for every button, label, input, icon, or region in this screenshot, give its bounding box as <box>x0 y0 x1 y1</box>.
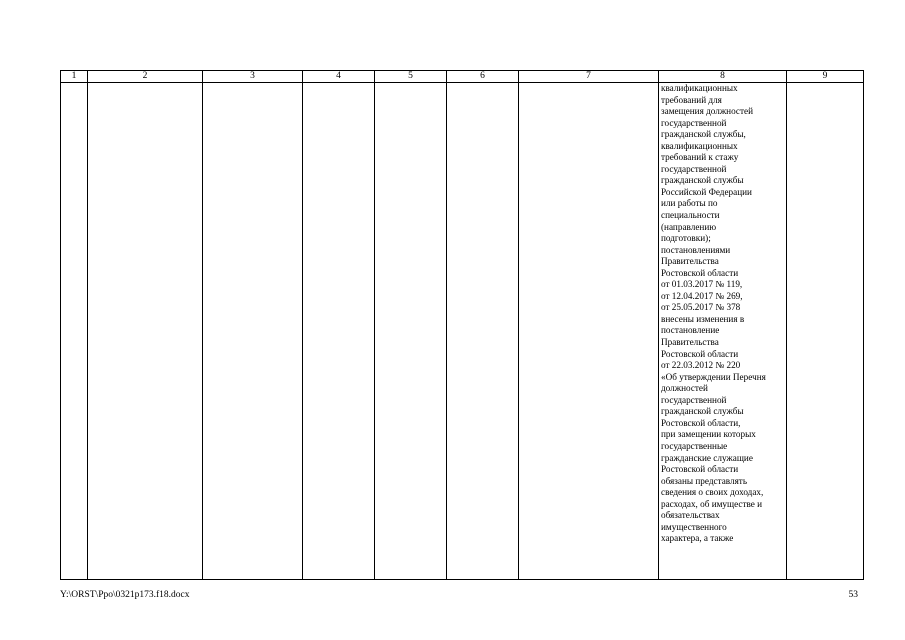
cell-text-line: обязательствах <box>661 510 720 521</box>
cell-text-line: гражданской службы <box>661 406 744 417</box>
cell-text-line: государственной <box>661 117 727 128</box>
column-header-7: 7 <box>519 71 659 83</box>
column-header-1: 1 <box>61 71 88 83</box>
cell-text-line: замещения должностей <box>661 106 754 117</box>
cell-col-6 <box>447 83 519 580</box>
cell-text-line: от 22.03.2012 № 220 <box>661 360 741 371</box>
cell-col-5 <box>375 83 447 580</box>
cell-text-line: государственной <box>661 394 727 405</box>
column-header-4: 4 <box>303 71 375 83</box>
cell-text-line: характера, а также <box>661 533 734 544</box>
cell-col-1 <box>61 83 88 580</box>
column-number-row <box>61 71 864 83</box>
table-row <box>61 83 864 580</box>
column-header-9: 9 <box>787 71 864 83</box>
cell-text-line: государственные <box>661 440 728 451</box>
cell-text-line: постановлениями <box>661 244 731 255</box>
column-header-6: 6 <box>447 71 519 83</box>
cell-text-line: Правительства <box>661 256 719 267</box>
cell-text-line: государственной <box>661 163 727 174</box>
cell-text-line: гражданской службы, <box>661 129 746 140</box>
cell-text-line: «Об утверждении Перечня <box>661 371 766 382</box>
cell-text-line: сведения о своих доходах, <box>661 487 764 498</box>
cell-text-line: обязаны представлять <box>661 475 748 486</box>
cell-text-line: требований к стажу <box>661 152 739 163</box>
cell-text-line: от 25.05.2017 № 378 <box>661 302 741 313</box>
cell-text-line: постановление <box>661 325 720 336</box>
cell-text-line: имущественного <box>661 521 727 532</box>
cell-text-line: квалификационных <box>661 83 738 93</box>
cell-text-line: Правительства <box>661 337 719 348</box>
cell-text-line: подготовки); <box>661 233 711 244</box>
cell-text-line: специальности <box>661 210 720 221</box>
column-header-5: 5 <box>375 71 447 83</box>
cell-text-line: квалификационных <box>661 140 738 151</box>
cell-col-9 <box>787 83 864 580</box>
cell-col-3 <box>203 83 303 580</box>
cell-text-line: требований для <box>661 94 722 105</box>
cell-text-line: внесены изменения в <box>661 313 745 324</box>
cell-text-line: Ростовской области <box>661 464 739 475</box>
column-header-8: 8 <box>659 71 787 83</box>
cell-text-line: от 12.04.2017 № 269, <box>661 290 743 301</box>
cell-text-line: должностей <box>661 383 708 394</box>
footer-page-number: 53 <box>848 590 858 600</box>
cell-text-line: или работы по <box>661 198 718 209</box>
cell-text-line: при замещении которых <box>661 429 756 440</box>
cell-text-line: Ростовской области, <box>661 417 741 428</box>
footer-file-path: Y:\ORST\Ppo\0321p173.f18.docx <box>60 590 190 600</box>
cell-text-line: гражданские служащие <box>661 452 753 463</box>
cell-col-8 <box>659 83 787 580</box>
cell-text-line: Российской Федерации <box>661 186 752 197</box>
cell-col-4 <box>303 83 375 580</box>
data-table <box>60 70 864 580</box>
cell-text-line: от 01.03.2017 № 119, <box>661 279 743 290</box>
cell-text-line: расходах, об имуществе и <box>661 498 763 509</box>
cell-text-line: Ростовской области <box>661 267 739 278</box>
cell-col-7 <box>519 83 659 580</box>
column-header-3: 3 <box>203 71 303 83</box>
column-header-2: 2 <box>88 71 203 83</box>
cell-text-line: (направлению <box>661 221 717 232</box>
cell-col-2 <box>88 83 203 580</box>
cell-text-line: гражданской службы <box>661 175 744 186</box>
cell-text-line: Ростовской области <box>661 348 739 359</box>
